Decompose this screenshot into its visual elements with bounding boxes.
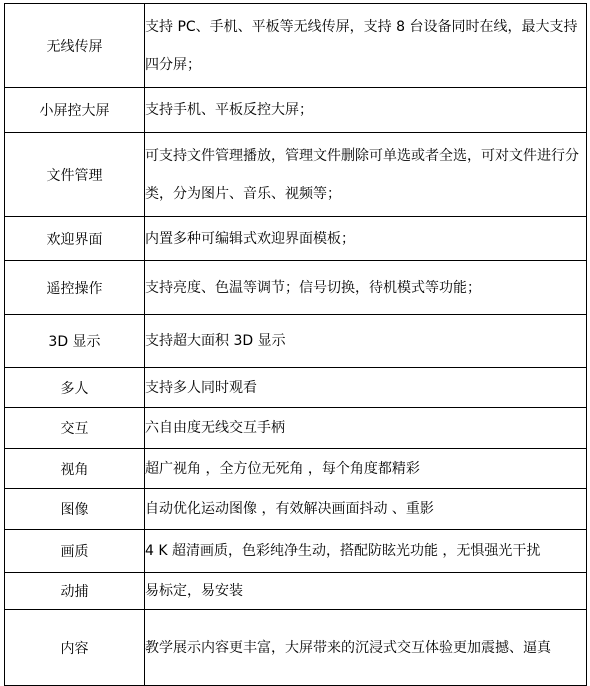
feature-description-cell: 六自由度无线交互手柄 [145, 408, 587, 449]
feature-name-cell: 视角 [5, 449, 145, 489]
table-row [5, 4, 587, 88]
table-row [5, 217, 587, 261]
feature-name-cell: 动捕 [5, 573, 145, 610]
feature-description-cell: 支持超大面积 3D 显示 [145, 315, 587, 368]
feature-name-cell: 文件管理 [5, 133, 145, 217]
table-row [5, 88, 587, 133]
table-row [5, 449, 587, 489]
feature-name-cell: 遥控操作 [5, 261, 145, 315]
table-row [5, 573, 587, 610]
feature-name-cell: 多人 [5, 368, 145, 408]
feature-description-cell: 支持亮度、色温等调节；信号切换，待机模式等功能； [145, 261, 587, 315]
feature-description-cell: 超广视角 ，全方位无死角 ，每个角度都精彩 [145, 449, 587, 489]
table-row [5, 368, 587, 408]
feature-description-cell: 4 K 超清画质，色彩纯净生动，搭配防眩光功能 ，无惧强光干扰 [145, 530, 587, 573]
feature-name-cell: 交互 [5, 408, 145, 449]
table-row [5, 489, 587, 530]
feature-name-cell: 图像 [5, 489, 145, 530]
feature-description-cell: 内置多种可编辑式欢迎界面模板； [145, 217, 587, 261]
table-row [5, 133, 587, 217]
feature-description-cell: 可支持文件管理播放，管理文件删除可单选或者全选，可对文件进行分类，分为图片、音乐、视频等； [145, 133, 587, 217]
feature-name-cell: 画质 [5, 530, 145, 573]
feature-description-cell: 支持 PC、手机、平板等无线传屏，支持 8 台设备同时在线，最大支持四分屏； [145, 4, 587, 88]
table-row [5, 408, 587, 449]
table-row [5, 261, 587, 315]
feature-description-cell: 自动优化运动图像 ，有效解决画面抖动 、重影 [145, 489, 587, 530]
table-row [5, 610, 587, 686]
feature-spec-table [4, 3, 587, 686]
table-row [5, 530, 587, 573]
feature-name-cell: 3D 显示 [5, 315, 145, 368]
feature-name-cell: 内容 [5, 610, 145, 686]
feature-description-cell: 支持多人同时观看 [145, 368, 587, 408]
feature-name-cell: 欢迎界面 [5, 217, 145, 261]
feature-description-cell: 教学展示内容更丰富，大屏带来的沉浸式交互体验更加震撼、逼真 [145, 610, 587, 686]
table-row [5, 315, 587, 368]
feature-description-cell: 支持手机、平板反控大屏； [145, 88, 587, 133]
feature-description-cell: 易标定，易安装 [145, 573, 587, 610]
feature-name-cell: 小屏控大屏 [5, 88, 145, 133]
feature-name-cell: 无线传屏 [5, 4, 145, 88]
